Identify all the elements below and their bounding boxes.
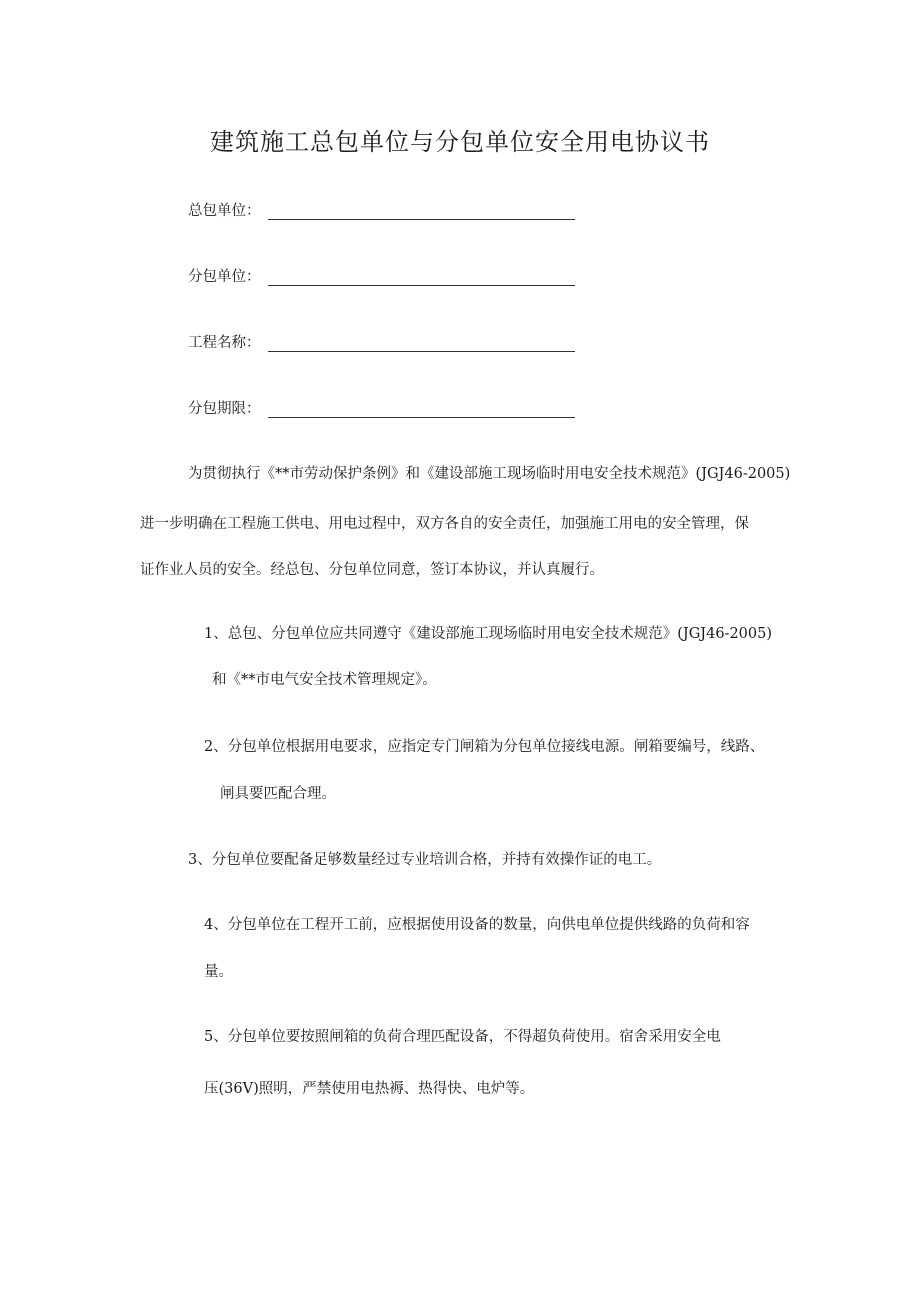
clause-4-line-1: 4、分包单位在工程开工前，应根据使用设备的数量，向供电单位提供线路的负荷和容 bbox=[204, 917, 750, 933]
clause-5-line-1: 5、分包单位要按照闸箱的负荷合理匹配设备，不得超负荷使用。宿舍采用安全电 bbox=[204, 1029, 721, 1045]
clause-3-line-1: 3、分包单位要配备足够数量经过专业培训合格，并持有效操作证的电工。 bbox=[188, 852, 662, 868]
clause-5-line-2: 压(36V)照明，严禁使用电热褥、热得快、电炉等。 bbox=[204, 1081, 535, 1097]
general-contractor-blank[interactable] bbox=[268, 219, 575, 220]
project-name-field bbox=[188, 331, 588, 355]
subcontractor-blank[interactable] bbox=[268, 285, 575, 286]
subcontract-period-blank[interactable] bbox=[268, 417, 575, 418]
clause-1-line-2: 和《**市电气安全技术管理规定》。 bbox=[212, 672, 437, 688]
general-contractor-label: 总包单位： bbox=[188, 203, 261, 219]
intro-line-1: 为贯彻执行《**市劳动保护条例》和《建设部施工现场临时用电安全技术规范》(JGJ46-2005) bbox=[188, 466, 791, 482]
subcontract-period-field bbox=[188, 397, 588, 421]
intro-line-3: 证作业人员的安全。经总包、分包单位同意，签订本协议，并认真履行。 bbox=[140, 562, 604, 578]
intro-line-2: 进一步明确在工程施工供电、用电过程中，双方各自的安全责任，加强施工用电的安全管理，保 bbox=[140, 516, 749, 532]
clause-4-line-2: 量。 bbox=[204, 964, 233, 980]
clause-2-line-2: 闸具要匹配合理。 bbox=[220, 786, 336, 802]
subcontractor-field bbox=[188, 265, 588, 289]
project-name-blank[interactable] bbox=[268, 351, 575, 352]
general-contractor-field bbox=[188, 199, 588, 223]
subcontract-period-label: 分包期限： bbox=[188, 401, 261, 417]
project-name-label: 工程名称： bbox=[188, 335, 261, 351]
clause-2-line-1: 2、分包单位根据用电要求，应指定专门闸箱为分包单位接线电源。闸箱要编号，线路、 bbox=[204, 739, 765, 755]
subcontractor-label: 分包单位： bbox=[188, 269, 261, 285]
document-title: 建筑施工总包单位与分包单位安全用电协议书 bbox=[210, 128, 710, 156]
clause-1-line-1: 1、总包、分包单位应共同遵守《建设部施工现场临时用电安全技术规范》(JGJ46-2005) bbox=[204, 626, 772, 642]
